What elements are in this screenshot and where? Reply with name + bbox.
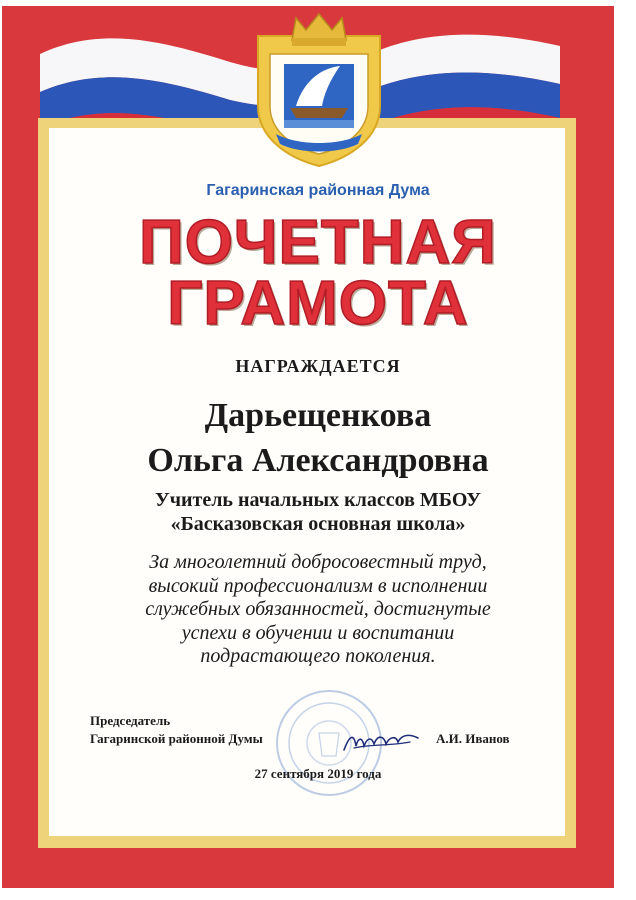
reason-line: подрастающего поколения. <box>200 645 436 667</box>
issuer-name: Гагаринская районная Дума <box>206 182 430 199</box>
signatory-title-line-2: Гагаринской районной Думы <box>90 731 263 746</box>
recipient-surname: Дарьещенкова <box>204 397 432 434</box>
reason-line: служебных обязанностей, достигнутые <box>145 598 491 620</box>
recipient-given-names: Ольга Александровна <box>147 442 489 479</box>
recipient-position-line-1: Учитель начальных классов МБОУ <box>155 489 481 511</box>
reason-line: За многолетний добросовестный труд, <box>149 551 487 573</box>
reason-line: успехи в обучении и воспитании <box>181 621 455 644</box>
title-line-1: ПОЧЕТНАЯ <box>139 208 497 277</box>
handwritten-signature-icon <box>340 728 422 754</box>
signatory-name: А.И. Иванов <box>436 731 510 746</box>
signatory-title-line-1: Председатель <box>90 713 171 728</box>
recipient-position-line-2: «Басказовская основная школа» <box>170 513 466 535</box>
awarded-label: НАГРАЖДАЕТСЯ <box>235 356 401 376</box>
coat-of-arms-icon <box>246 10 392 168</box>
issue-date: 27 сентября 2019 года <box>254 766 382 781</box>
reason-line: высокий профессионализм в исполнении <box>148 574 488 597</box>
title-line-2: ГРАМОТА <box>167 269 469 338</box>
